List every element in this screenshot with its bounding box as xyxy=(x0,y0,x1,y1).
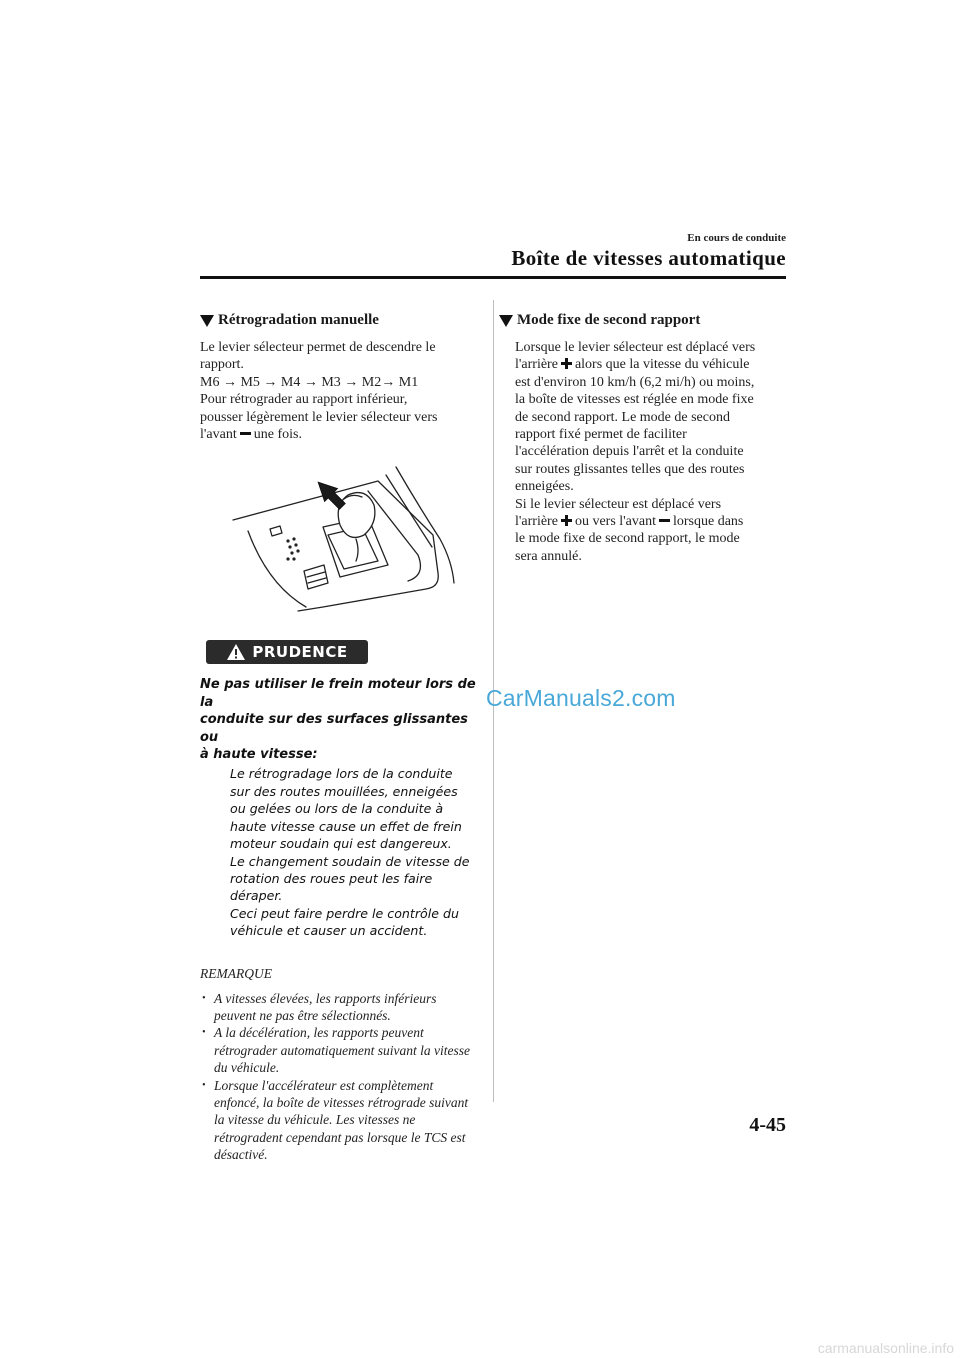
text-line: sur routes glissantes telles que des routes xyxy=(515,461,745,477)
text-line: est d'environ 10 km/h (6,2 mi/h) ou moins, xyxy=(515,374,755,390)
text-line: moteur soudain qui est dangereux. xyxy=(230,836,452,852)
remarque-list xyxy=(200,990,478,1164)
watermark-link[interactable]: CarManuals2.com xyxy=(486,685,676,711)
minus-icon xyxy=(659,515,670,526)
left-column xyxy=(200,312,478,1164)
page-title: Boîte de vitesses automatique xyxy=(511,246,786,270)
text-line: de second rapport. Le mode de second xyxy=(515,409,730,425)
triangle-down-icon xyxy=(200,315,214,327)
list-item: • A la décélération, les rapports peuvent rétrograder automatiquement suivant la vitesse du véhicule. xyxy=(200,1024,478,1076)
text-line: à haute vitesse: xyxy=(200,747,318,763)
text-line: pousser légèrement le levier sélecteur vers xyxy=(200,409,438,425)
text-line: haute vitesse cause un effet de frein xyxy=(230,818,462,834)
text-line: Le changement soudain de vitesse de xyxy=(230,853,470,869)
section-heading-text: Mode fixe de second rapport xyxy=(517,312,701,328)
section-heading-retrogradation xyxy=(200,312,478,329)
text-line: l'accélération depuis l'arrêt et la conduite xyxy=(515,444,744,460)
text-line: rotation des roues peut les faire déraper. xyxy=(230,870,433,904)
plus-icon xyxy=(561,358,572,369)
text-line xyxy=(515,356,787,373)
text-fragment: l'arrière xyxy=(515,514,558,530)
page-number: 4-45 xyxy=(749,1114,786,1136)
text-line xyxy=(515,513,787,530)
retrogradation-text xyxy=(200,339,478,443)
footer-watermark: carmanualsonline.info xyxy=(817,1340,954,1356)
gear-sequence: M6 → M5 → M4 → M3 → M2→ M1 xyxy=(200,374,419,390)
list-item: • A vitesses élevées, les rapports inférieurs peuvent ne pas être sélectionnés. xyxy=(200,990,478,1025)
text-fragment: une fois. xyxy=(253,427,302,443)
text-line: le mode fixe de second rapport, le mode xyxy=(515,531,740,547)
header-section-label: En cours de conduite xyxy=(687,232,786,244)
text-line: la boîte de vitesses est réglée en mode fixe xyxy=(515,392,754,408)
text-fragment: l'arrière xyxy=(515,357,558,373)
minus-icon xyxy=(240,428,251,439)
plus-icon xyxy=(561,515,572,526)
mode-fixe-text xyxy=(515,339,787,565)
text-fragment: ou vers l'avant xyxy=(574,514,656,530)
text-line: Le rétrogradage lors de la conduite xyxy=(230,766,453,782)
text-line: enneigées. xyxy=(515,479,574,495)
section-heading-mode-fixe xyxy=(499,312,787,329)
prudence-lead xyxy=(200,676,478,763)
text-line xyxy=(200,426,478,443)
text-fragment: alors que la vitesse du véhicule xyxy=(574,357,750,373)
remarque-title: REMARQUE xyxy=(200,965,272,981)
text-line: Si le levier sélecteur est déplacé vers xyxy=(515,496,722,512)
text-line: conduite sur des surfaces glissantes ou xyxy=(200,712,468,745)
section-heading-text: Rétrogradation manuelle xyxy=(218,312,379,328)
shift-lever-illustration xyxy=(228,465,458,615)
text-fragment: lorsque dans xyxy=(673,514,744,530)
text-line: Ceci peut faire perdre le contrôle du xyxy=(230,905,459,921)
text-line: rapport fixé permet de faciliter xyxy=(515,427,687,443)
prudence-body xyxy=(230,765,478,939)
text-line: Ne pas utiliser le frein moteur lors de la xyxy=(200,677,476,710)
right-column xyxy=(515,312,787,565)
header-rule xyxy=(200,276,786,279)
text-line: sera annulé. xyxy=(515,548,582,564)
prudence-label: PRUDENCE xyxy=(252,643,348,662)
text-line: Pour rétrograder au rapport inférieur, xyxy=(200,392,408,408)
text-line: ou gelées ou lors de la conduite à xyxy=(230,801,444,817)
warning-triangle-icon xyxy=(226,643,246,661)
triangle-down-icon xyxy=(499,315,513,327)
text-line: Lorsque le levier sélecteur est déplacé vers xyxy=(515,340,756,355)
text-line: sur des routes mouillées, enneigées xyxy=(230,783,458,799)
list-item: • Lorsque l'accélérateur est complètement enfoncé, la boîte de vitesses rétrograde suivant la vitesse du véhicule. Les vitesses ne rétrogradent cependant pas lorsque le TCS est désactivé. xyxy=(200,1077,478,1164)
prudence-banner xyxy=(206,640,368,664)
text-line: rapport. xyxy=(200,357,244,373)
text-fragment: l'avant xyxy=(200,427,237,443)
text-line: véhicule et causer un accident. xyxy=(230,923,428,939)
text-line: Le levier sélecteur permet de descendre le xyxy=(200,340,436,355)
